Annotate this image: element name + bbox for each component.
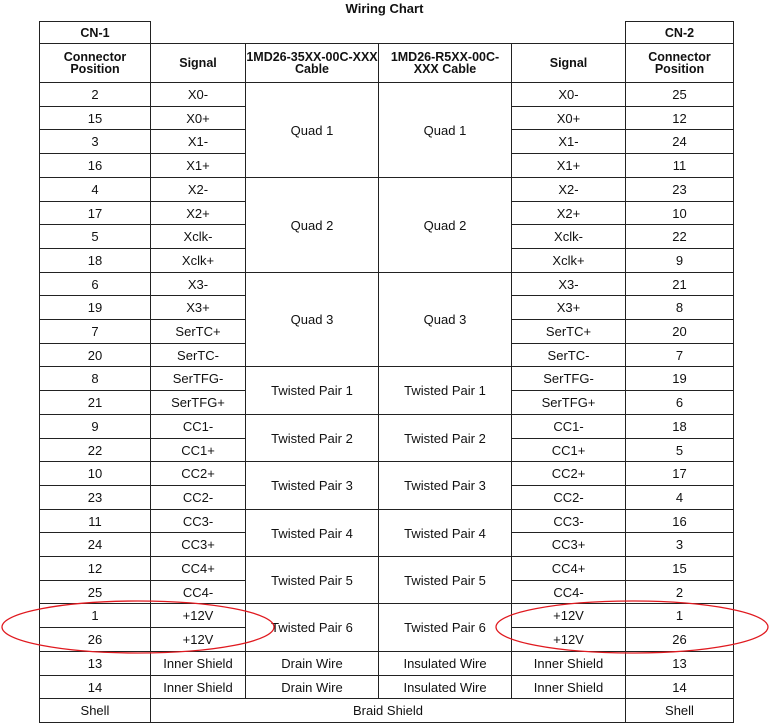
cn1-signal-cell: CC2- [150,485,246,510]
cn2-signal-cell: CC2+ [511,461,626,486]
cn2-signal-cell: X1+ [511,153,626,178]
cn1-signal-cell: CC1- [150,414,246,439]
cn1-position-cell: 18 [39,248,151,273]
cn1-signal-cell: SerTFG- [150,366,246,391]
cn1-position-cell: 20 [39,343,151,367]
header-connector-position-right: Connector Position [625,43,734,83]
cable-group-35xx: Twisted Pair 4 [245,509,379,557]
cable-group-r5xx: Twisted Pair 5 [378,556,512,604]
cn2-position-cell: 4 [625,485,734,510]
cn1-signal-cell: +12V [150,603,246,628]
cn1-signal-cell: X2+ [150,201,246,225]
cn1-signal-cell: SerTC+ [150,319,246,344]
cn2-position-cell: 8 [625,295,734,320]
cn2-position-cell: 6 [625,390,734,415]
cn1-position-cell: 22 [39,438,151,462]
cn2-signal-cell: Xclk- [511,224,626,249]
cn2-position-cell: 11 [625,153,734,178]
cn1-signal-cell: CC1+ [150,438,246,462]
cn1-position-cell: 26 [39,627,151,652]
cable-group-35xx: Quad 2 [245,177,379,273]
cn2-position-cell: 23 [625,177,734,202]
cable-group-35xx: Twisted Pair 2 [245,414,379,462]
cable-group-35xx: Quad 3 [245,272,379,367]
cn2-signal-cell: SerTC- [511,343,626,367]
header-signal-left: Signal [150,43,246,83]
cn2-signal-cell: X2- [511,177,626,202]
cn2-signal-cell: CC1- [511,414,626,439]
cn2-signal-cell: Inner Shield [511,675,626,699]
cn2-signal-cell: X0- [511,82,626,107]
header-cable-r5xx: 1MD26-R5XX-00C-XXX Cable [378,43,512,83]
cn1-signal-cell: X3- [150,272,246,296]
cn1-signal-cell: CC2+ [150,461,246,486]
cn2-signal-cell: X3+ [511,295,626,320]
cable-group-r5xx: Quad 3 [378,272,512,367]
cn1-position-cell: 2 [39,82,151,107]
cn1-position-cell: 16 [39,153,151,178]
cn1-position-cell: 14 [39,675,151,699]
cn1-signal-cell: CC3+ [150,532,246,557]
cn1-signal-cell: X0+ [150,106,246,130]
shell-left: Shell [39,698,151,723]
cable-group-r5xx: Insulated Wire [378,675,512,699]
cn2-position-cell: 10 [625,201,734,225]
cn1-position-cell: 25 [39,580,151,604]
cn1-position-cell: 5 [39,224,151,249]
cn2-position-cell: 25 [625,82,734,107]
cn2-position-cell: 24 [625,129,734,154]
cn2-position-cell: 12 [625,106,734,130]
cn1-position-cell: 11 [39,509,151,533]
cn2-position-cell: 2 [625,580,734,604]
cn2-signal-cell: Inner Shield [511,651,626,676]
cn2-signal-cell: CC3+ [511,532,626,557]
cn2-signal-cell: CC2- [511,485,626,510]
cn2-signal-cell: CC3- [511,509,626,533]
cable-group-r5xx: Insulated Wire [378,651,512,676]
cable-group-r5xx: Quad 1 [378,82,512,178]
cn1-position-cell: 19 [39,295,151,320]
cn2-label: CN-2 [625,21,734,44]
cn1-signal-cell: SerTC- [150,343,246,367]
cn1-position-cell: 23 [39,485,151,510]
header-signal-right: Signal [511,43,626,83]
cn2-position-cell: 5 [625,438,734,462]
cn2-position-cell: 19 [625,366,734,391]
cn2-signal-cell: SerTFG+ [511,390,626,415]
cable-group-35xx: Twisted Pair 6 [245,603,379,652]
cable-group-r5xx: Twisted Pair 6 [378,603,512,652]
cn2-signal-cell: +12V [511,603,626,628]
cn2-signal-cell: CC4- [511,580,626,604]
cn2-signal-cell: CC4+ [511,556,626,581]
cn2-signal-cell: X3- [511,272,626,296]
cn1-signal-cell: Xclk- [150,224,246,249]
cn2-signal-cell: X0+ [511,106,626,130]
cn1-position-cell: 12 [39,556,151,581]
cn1-signal-cell: SerTFG+ [150,390,246,415]
cn2-position-cell: 1 [625,603,734,628]
cn2-signal-cell: SerTC+ [511,319,626,344]
cn1-signal-cell: X0- [150,82,246,107]
cable-group-r5xx: Twisted Pair 1 [378,366,512,415]
braid-shield: Braid Shield [150,698,626,723]
cable-group-35xx: Twisted Pair 5 [245,556,379,604]
cn1-signal-cell: CC3- [150,509,246,533]
cn2-position-cell: 3 [625,532,734,557]
shell-right: Shell [625,698,734,723]
cn2-position-cell: 16 [625,509,734,533]
cn1-signal-cell: +12V [150,627,246,652]
cn2-signal-cell: X2+ [511,201,626,225]
cn1-position-cell: 6 [39,272,151,296]
cn2-signal-cell: SerTFG- [511,366,626,391]
cn1-position-cell: 10 [39,461,151,486]
cable-group-35xx: Quad 1 [245,82,379,178]
cn1-position-cell: 9 [39,414,151,439]
cn1-position-cell: 24 [39,532,151,557]
cn2-position-cell: 22 [625,224,734,249]
cn1-position-cell: 21 [39,390,151,415]
cn2-position-cell: 26 [625,627,734,652]
cn2-position-cell: 18 [625,414,734,439]
cn1-signal-cell: X2- [150,177,246,202]
cn1-signal-cell: X1- [150,129,246,154]
cable-group-r5xx: Twisted Pair 2 [378,414,512,462]
cn1-position-cell: 1 [39,603,151,628]
cn1-position-cell: 15 [39,106,151,130]
cable-group-35xx: Drain Wire [245,651,379,676]
cn1-label: CN-1 [39,21,151,44]
cn2-position-cell: 20 [625,319,734,344]
page-title: Wiring Chart [345,1,424,16]
cn1-signal-cell: CC4- [150,580,246,604]
cn2-position-cell: 9 [625,248,734,273]
cn1-signal-cell: Xclk+ [150,248,246,273]
cn2-signal-cell: +12V [511,627,626,652]
cn2-signal-cell: X1- [511,129,626,154]
cn1-signal-cell: X1+ [150,153,246,178]
cn2-position-cell: 17 [625,461,734,486]
cn2-signal-cell: CC1+ [511,438,626,462]
cn2-signal-cell: Xclk+ [511,248,626,273]
header-cable-35xx: 1MD26-35XX-00C-XXX Cable [245,43,379,83]
cn2-position-cell: 13 [625,651,734,676]
cable-group-35xx: Twisted Pair 3 [245,461,379,510]
cn2-position-cell: 14 [625,675,734,699]
cn1-position-cell: 13 [39,651,151,676]
cn2-position-cell: 15 [625,556,734,581]
cn1-signal-cell: X3+ [150,295,246,320]
cn1-signal-cell: CC4+ [150,556,246,581]
cn1-position-cell: 3 [39,129,151,154]
cn1-signal-cell: Inner Shield [150,675,246,699]
cable-group-r5xx: Quad 2 [378,177,512,273]
cable-group-35xx: Twisted Pair 1 [245,366,379,415]
cn1-position-cell: 8 [39,366,151,391]
cn2-position-cell: 21 [625,272,734,296]
cn1-position-cell: 4 [39,177,151,202]
cn2-position-cell: 7 [625,343,734,367]
cable-group-r5xx: Twisted Pair 4 [378,509,512,557]
cn1-position-cell: 7 [39,319,151,344]
cn1-signal-cell: Inner Shield [150,651,246,676]
cable-group-35xx: Drain Wire [245,675,379,699]
cn1-position-cell: 17 [39,201,151,225]
cable-group-r5xx: Twisted Pair 3 [378,461,512,510]
header-connector-position-left: Connector Position [39,43,151,83]
